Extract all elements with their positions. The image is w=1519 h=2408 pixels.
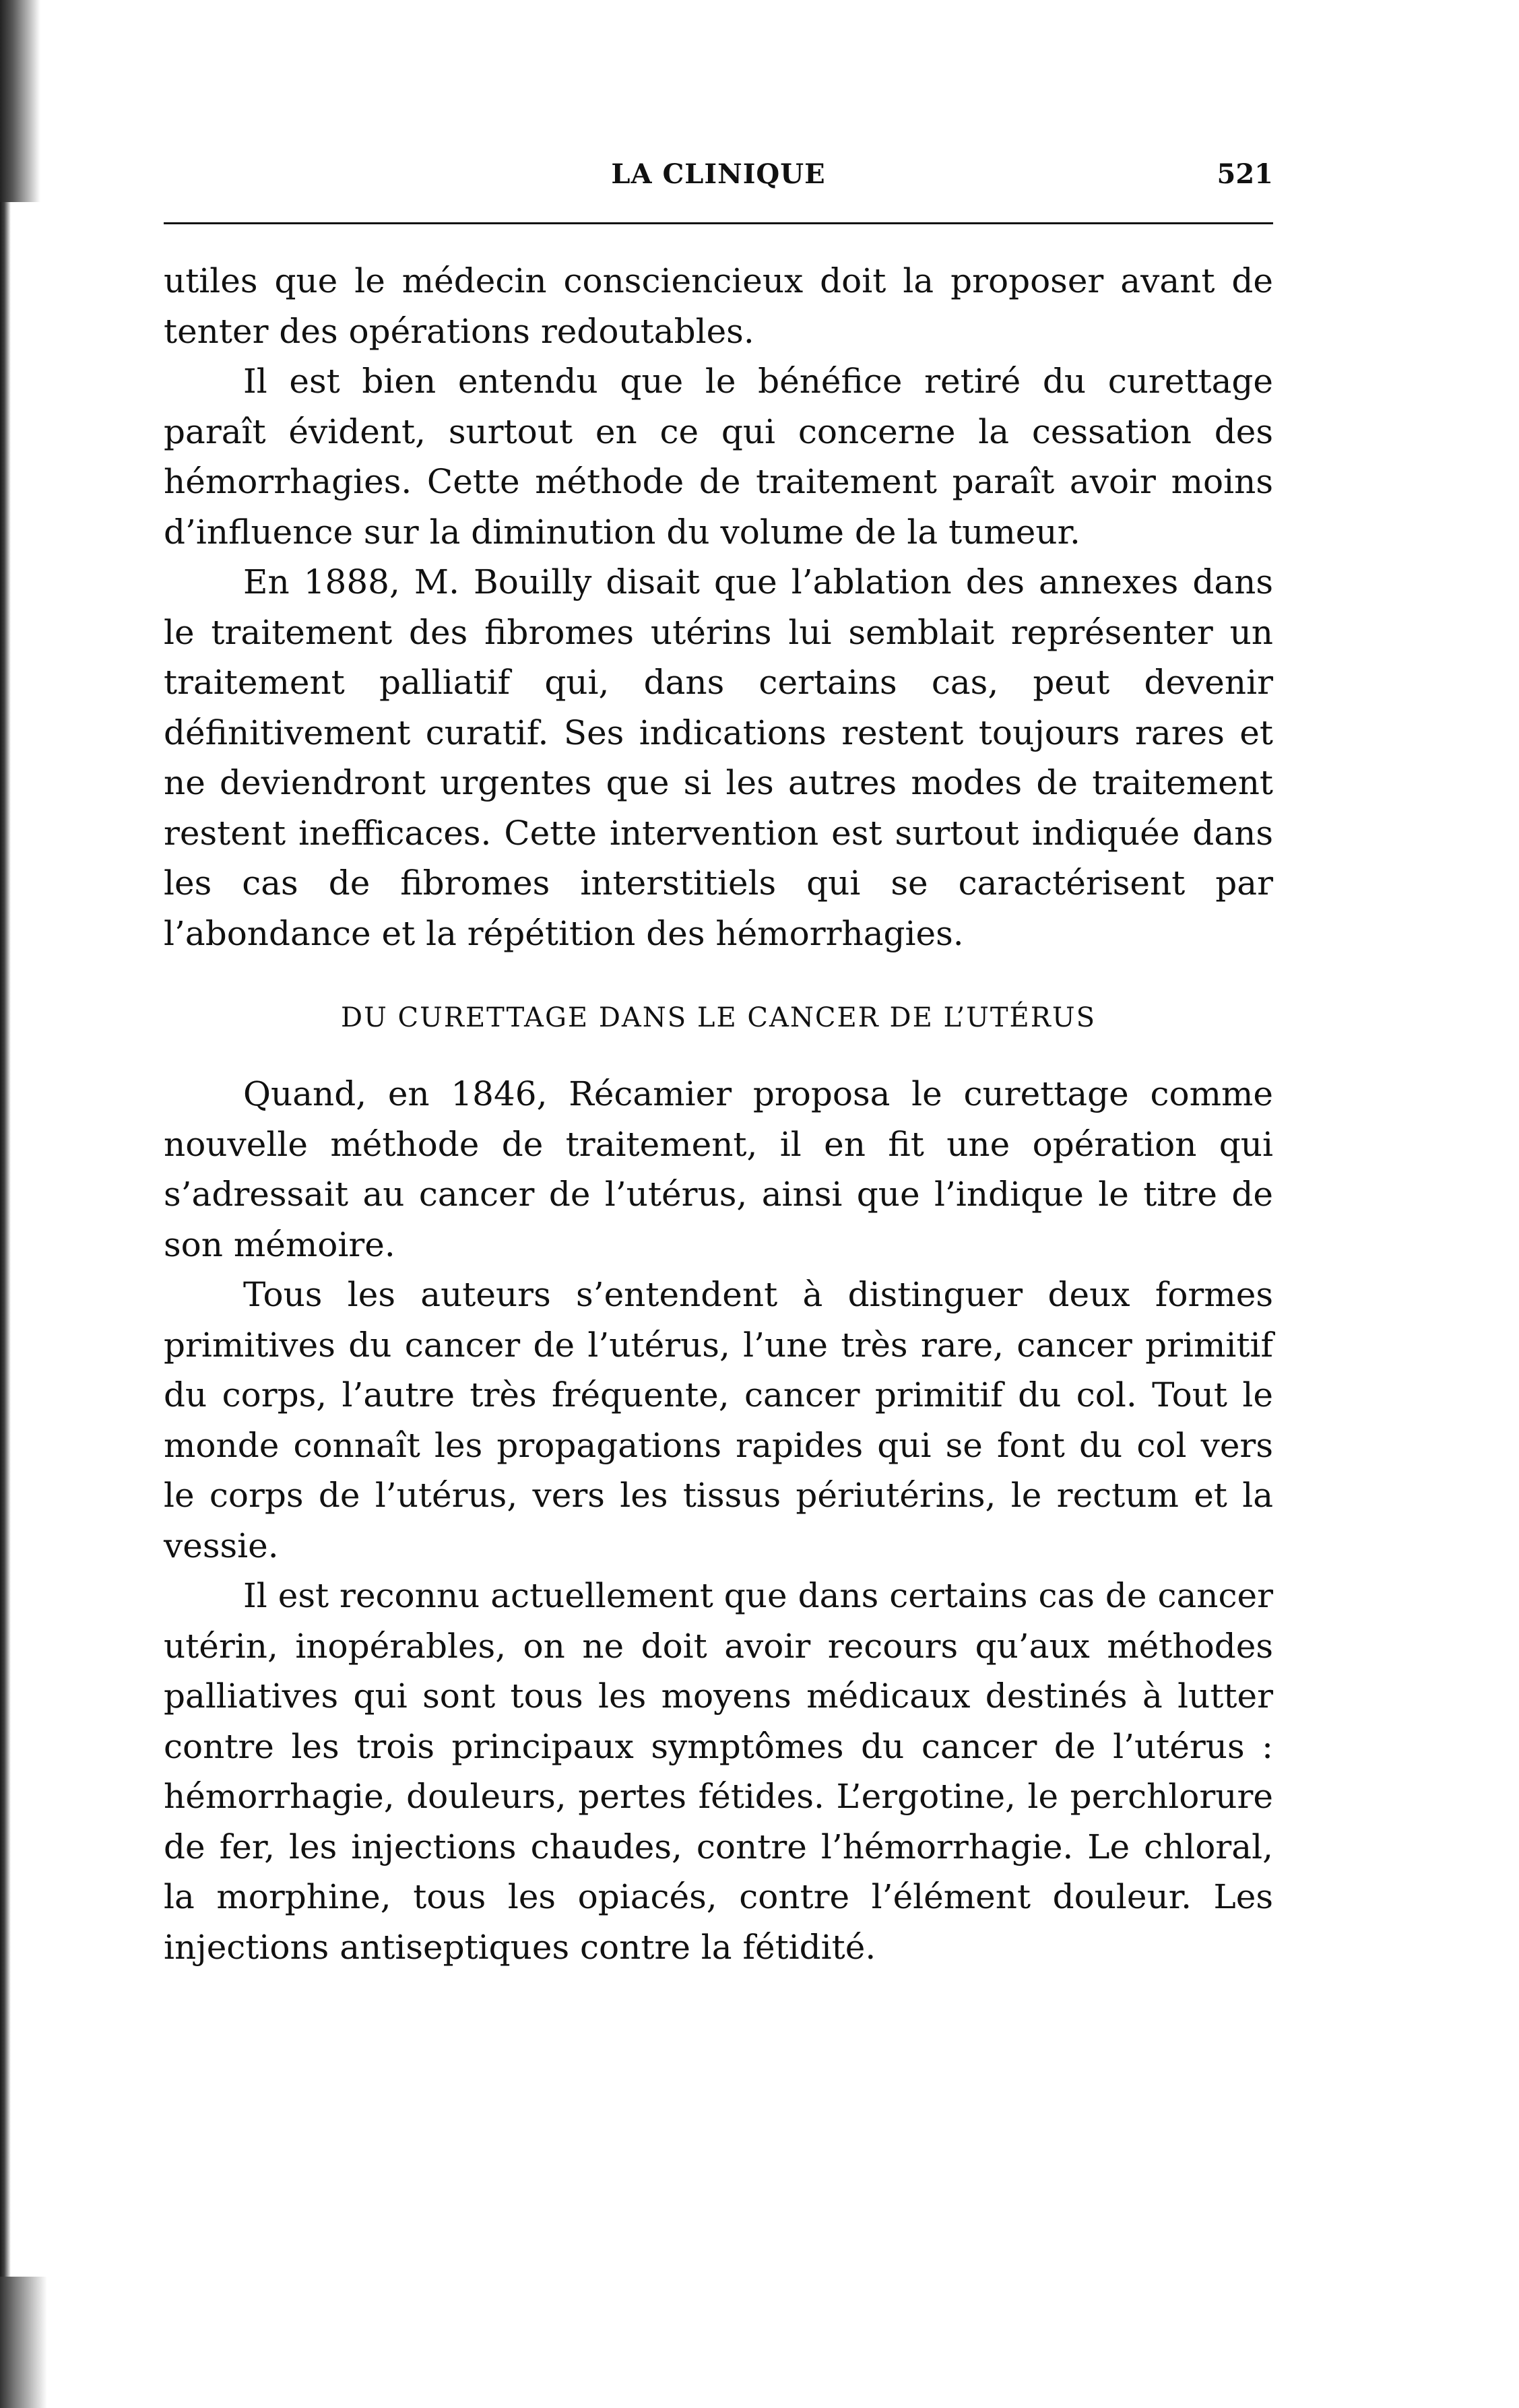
scan-edge-bottom-shadow <box>0 2277 47 2408</box>
page-number: 521 <box>1217 158 1273 190</box>
running-title: LA CLINIQUE <box>611 158 826 190</box>
paragraph: Il est bien entendu que le bénéfice retiré du curettage paraît évident, surtout en ce qui concerne la cessation des hémorrhagies. Cette méthode de traitement paraît avoir moins d’influence sur la diminution du volume de la tumeur. <box>164 362 1273 552</box>
scan-edge-shadow <box>0 0 11 2408</box>
section-title: DU CURETTAGE DANS LE CANCER DE L’UTÉRUS <box>341 1002 1096 1033</box>
paragraph: Il est reconnu actuellement que dans certains cas de cancer utérin, inopérables, on ne doit avoir recours qu’aux méthodes palliatives qui sont tous les moyens médicaux destinés à lutter contre les trois principaux symptômes du cancer de l’utérus : hémorrhagie, douleurs, pertes fétides. L’ergotine, le perchlorure de fer, les injections chaudes, contre l’hémorrhagie. Le chloral, la morphine, tous les opiacés, contre l’élément douleur. Les injections antiseptiques contre la fétidité. <box>164 1576 1273 1967</box>
header-rule <box>164 222 1273 224</box>
body-text <box>164 256 1273 1972</box>
running-head <box>164 158 1273 199</box>
scan-edge-top-shadow <box>0 0 40 202</box>
paragraph: En 1888, M. Bouilly disait que l’ablation des annexes dans le traitement des fibromes utérins lui semblait représenter un traitement palliatif qui, dans certains cas, peut devenir définitivement curatif. Ses indications restent toujours rares et ne deviendront urgentes que si les autres modes de traitement restent inefficaces. Cette intervention est surtout indiquée dans les cas de fibromes interstitiels qui se caractérisent par l’abondance et la répétition des hémorrhagies. <box>164 562 1273 953</box>
paragraph: Tous les auteurs s’entendent à distinguer deux formes primitives du cancer de l’utérus, l’une très rare, cancer primitif du corps, l’autre très fréquente, cancer primitif du col. Tout le monde connaît les propagations rapides qui se font du col vers le corps de l’utérus, vers les tissus périutérins, le rectum et la vessie. <box>164 1275 1273 1565</box>
paragraph: Quand, en 1846, Récamier proposa le curettage comme nouvelle méthode de traitement, il en fit une opération qui s’adressait au cancer de l’utérus, ainsi que l’indique le titre de son mémoire. <box>164 1074 1273 1264</box>
paragraph: utiles que le médecin consciencieux doit la proposer avant de tenter des opérations redoutables. <box>164 261 1273 351</box>
